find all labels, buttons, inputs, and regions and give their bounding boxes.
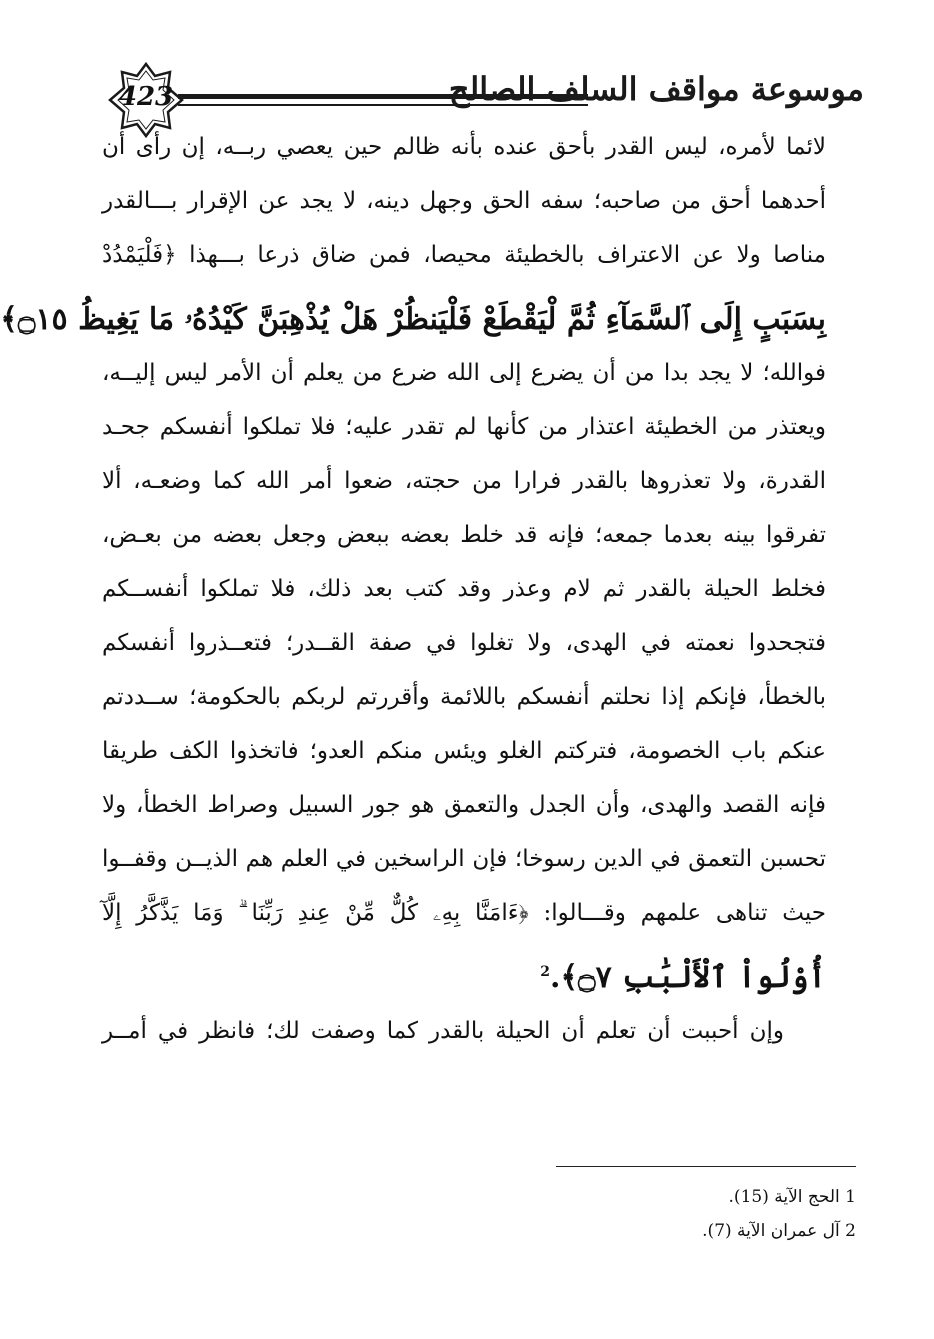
footnotes (556, 1180, 856, 1248)
quran-verse-line (0, 282, 826, 346)
text-line: أحدهما أحق من صاحبه؛ سفه الحق وجهل دينه، لا يجد عن الإقرار بـــالقدر (102, 188, 826, 214)
text-line: عنكم باب الخصومة، فتركتم الغلو ويئس منكم العدو؛ فاتخذوا الكف طريقا (102, 738, 826, 764)
text-line: القدرة، ولا تعذروها بالقدر فرارا من حجته، ضعوا أمر الله كما وضعـه، ألا (102, 468, 826, 494)
quran-verse-line (102, 940, 826, 1004)
text-line: تحسبن التعمق في الدين رسوخا؛ فإن الراسخين في العلم هم الذيــن وقفــوا (102, 846, 826, 872)
footnote-text: الحج الآية (15). (728, 1187, 840, 1207)
text-line: فإنه القصد والهدى، وأن الجدل والتعمق هو جور السبيل وصراط الخطأ، ولا (102, 792, 826, 818)
footnote-item (556, 1180, 856, 1214)
text-line: لائما لأمره، ليس القدر بأحق عنده بأنه ظالم حين يعصي ربــه، إن رأى أن (102, 134, 826, 160)
quran-verse-text: بِسَبَبٍ إِلَى ٱلسَّمَآءِ ثُمَّ لْيَقْطَعْ فَلْيَنظُرْ هَلْ يُذْهِبَنَّ كَيْدُهُۥ مَا يَغِيظُ ۝١٥﴾ (0, 302, 826, 337)
text-line: وإن أحببت أن تعلم أن الحيلة بالقدر كما وصفت لك؛ فانظر في أمــر (102, 1018, 784, 1044)
footnote-number: 1 (845, 1187, 856, 1207)
text-line: ويعتذر من الخطيئة اعتذار من كأنها لم تقدر عليه؛ فلا تملكوا أنفسكم جحـد (102, 414, 826, 440)
text-line: حيث تناهى علمهم وقـــالوا: ﴿ءَامَنَّا بِهِۦ كُلٌّ مِّنْ عِندِ رَبِّنَا ۗ وَمَا يَذَّكَّرُ إِلَّآ (102, 900, 826, 926)
main-text (0, 120, 826, 1058)
footnote-item (556, 1214, 856, 1248)
page-number: 423 (118, 82, 174, 112)
quran-verse-text: أُوْلُواْ ٱلْأَلْبَٰبِ ۝٧﴾. (550, 960, 826, 995)
text-line: فتجحدوا نعمته في الهدى، ولا تغلوا في صفة القــدر؛ فتعــذروا أنفسكم (102, 630, 826, 656)
text-line: بالخطأ، فإنكم إذا نحلتم أنفسكم باللائمة وأقررتم لربكم بالحكومة؛ ســددتم (102, 684, 826, 710)
footnote-number: 2 (845, 1221, 856, 1241)
footnote-separator (556, 1166, 856, 1167)
text-line: تفرقوا بينه بعدما جمعه؛ فإنه قد خلط بعضه ببعض وجعل بعضه من بعـض، (102, 522, 826, 548)
text-line: فخلط الحيلة بالقدر ثم لام وعذر وقد كتب بعد ذلك، فلا تملكوا أنفســكم (102, 576, 826, 602)
footnote-ref-2: 2 (540, 964, 551, 980)
text-line: فوالله؛ لا يجد بدا من أن يضرع إلى الله ضرع من يعلم أن الأمر ليس إليــه، (102, 360, 826, 386)
footnote-text: آل عمران الآية (7). (702, 1221, 840, 1241)
text-line: مناصا ولا عن الاعتراف بالخطيئة محيصا، فمن ضاق ذرعا بـــهذا ﴿فَلْيَمْدُدْ (102, 242, 826, 268)
book-title: موسوعة مواقف السلف الصالح (448, 70, 864, 108)
